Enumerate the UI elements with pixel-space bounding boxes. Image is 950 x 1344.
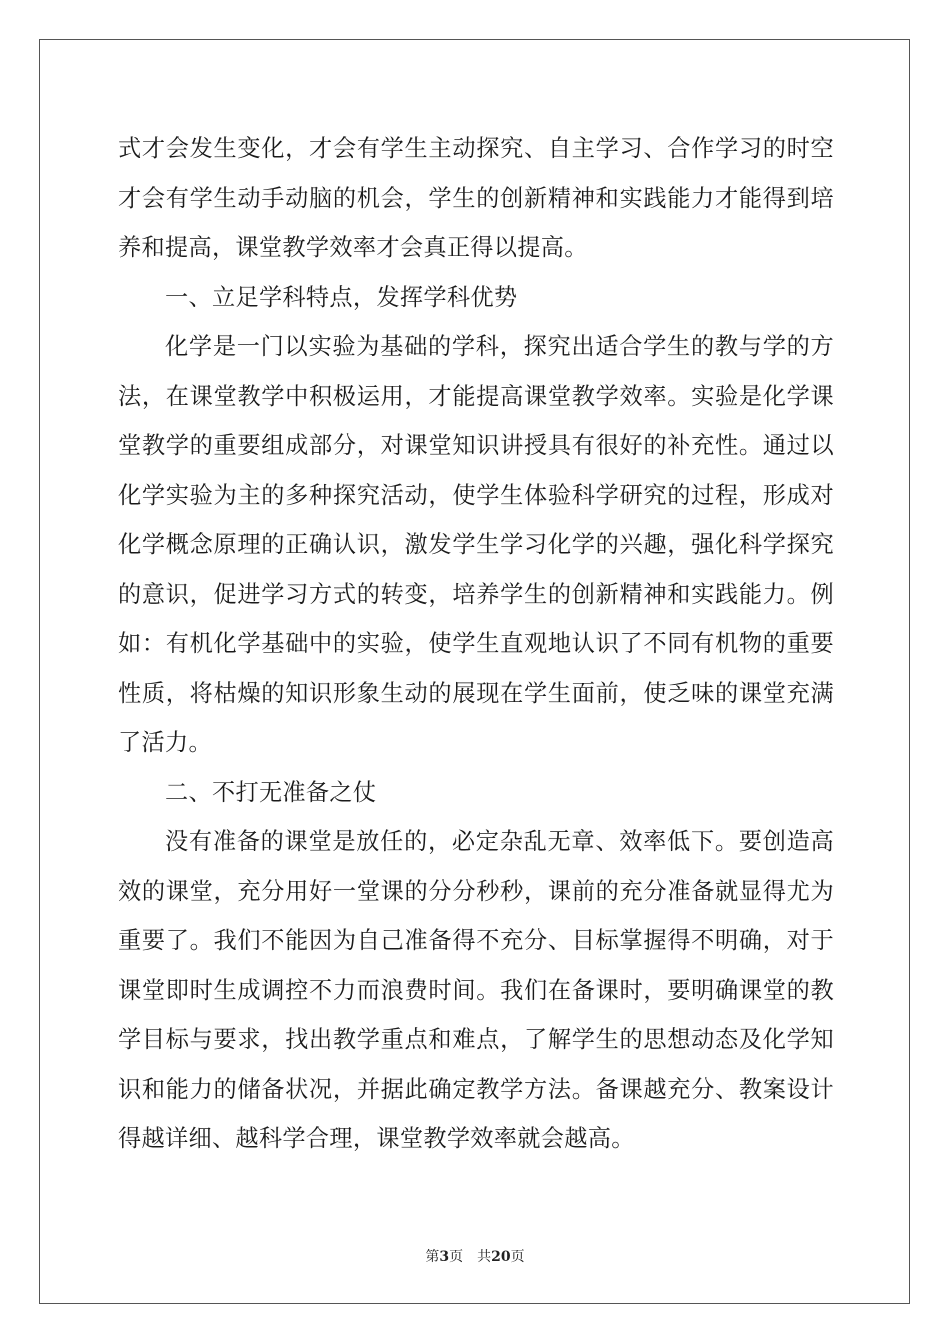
text-line: 化学实验为主的多种探究活动，使学生体验科学研究的过程，形成对 [118,481,834,509]
document-body [118,124,834,1164]
text-line: 化学是一门以实验为基础的学科，探究出适合学生的教与学的方 [165,333,834,360]
text-line: 性质，将枯燥的知识形象生动的展现在学生面前，使乏味的课堂充满 [118,679,834,707]
page-prefix: 第 [425,1249,440,1265]
text-line: 法，在课堂教学中积极运用，才能提高课堂教学效率。实验是化学课 [118,382,834,410]
text-line: 课堂即时生成调控不力而浪费时间。我们在备课时，要明确课堂的教 [118,976,834,1004]
text-line: 化学概念原理的正确认识，激发学生学习化学的兴趣，强化科学探究 [118,531,834,558]
paragraph [118,322,834,768]
page-suffix: 页 [449,1249,464,1265]
text-line: 效的课堂，充分用好一堂课的分分秒秒，课前的充分准备就显得尤为 [118,877,834,905]
text-line: 没有准备的课堂是放任的，必定杂乱无章、效率低下。要创造高 [165,828,834,855]
text-line: 学目标与要求，找出教学重点和难点，了解学生的思想动态及化学知 [118,1026,834,1053]
text-line: 重要了。我们不能因为自己准备得不充分、目标掌握得不明确，对于 [118,927,834,954]
heading-line: 二、不打无准备之仗 [165,778,377,806]
heading-line: 一、立足学科特点，发挥学科优势 [165,283,518,311]
paragraph [118,124,834,273]
total-prefix: 共 [477,1249,492,1265]
text-line: 了活力。 [118,729,212,756]
paragraph [118,817,834,1164]
total-pages: 20 [491,1249,511,1265]
text-line: 如：有机化学基础中的实验，使学生直观地认识了不同有机物的重要 [118,630,834,657]
section-heading [118,768,834,818]
text-line: 的意识，促进学习方式的转变，培养学生的创新精神和实践能力。例 [118,580,834,608]
total-suffix: 页 [510,1249,525,1265]
page-footer [0,1246,950,1266]
text-line: 得越详细、越科学合理，课堂教学效率就会越高。 [118,1125,635,1152]
page-number: 3 [439,1249,450,1265]
text-line: 式才会发生变化，才会有学生主动探究、自主学习、合作学习的时空 [118,135,834,162]
text-line: 识和能力的储备状况，并据此确定教学方法。备课越充分、教案设计 [118,1075,834,1103]
section-heading [118,273,834,323]
text-line: 养和提高，课堂教学效率才会真正得以提高。 [118,234,588,261]
text-line: 才会有学生动手动脑的机会，学生的创新精神和实践能力才能得到培 [118,184,834,212]
text-line: 堂教学的重要组成部分，对课堂知识讲授具有很好的补充性。通过以 [118,432,834,459]
